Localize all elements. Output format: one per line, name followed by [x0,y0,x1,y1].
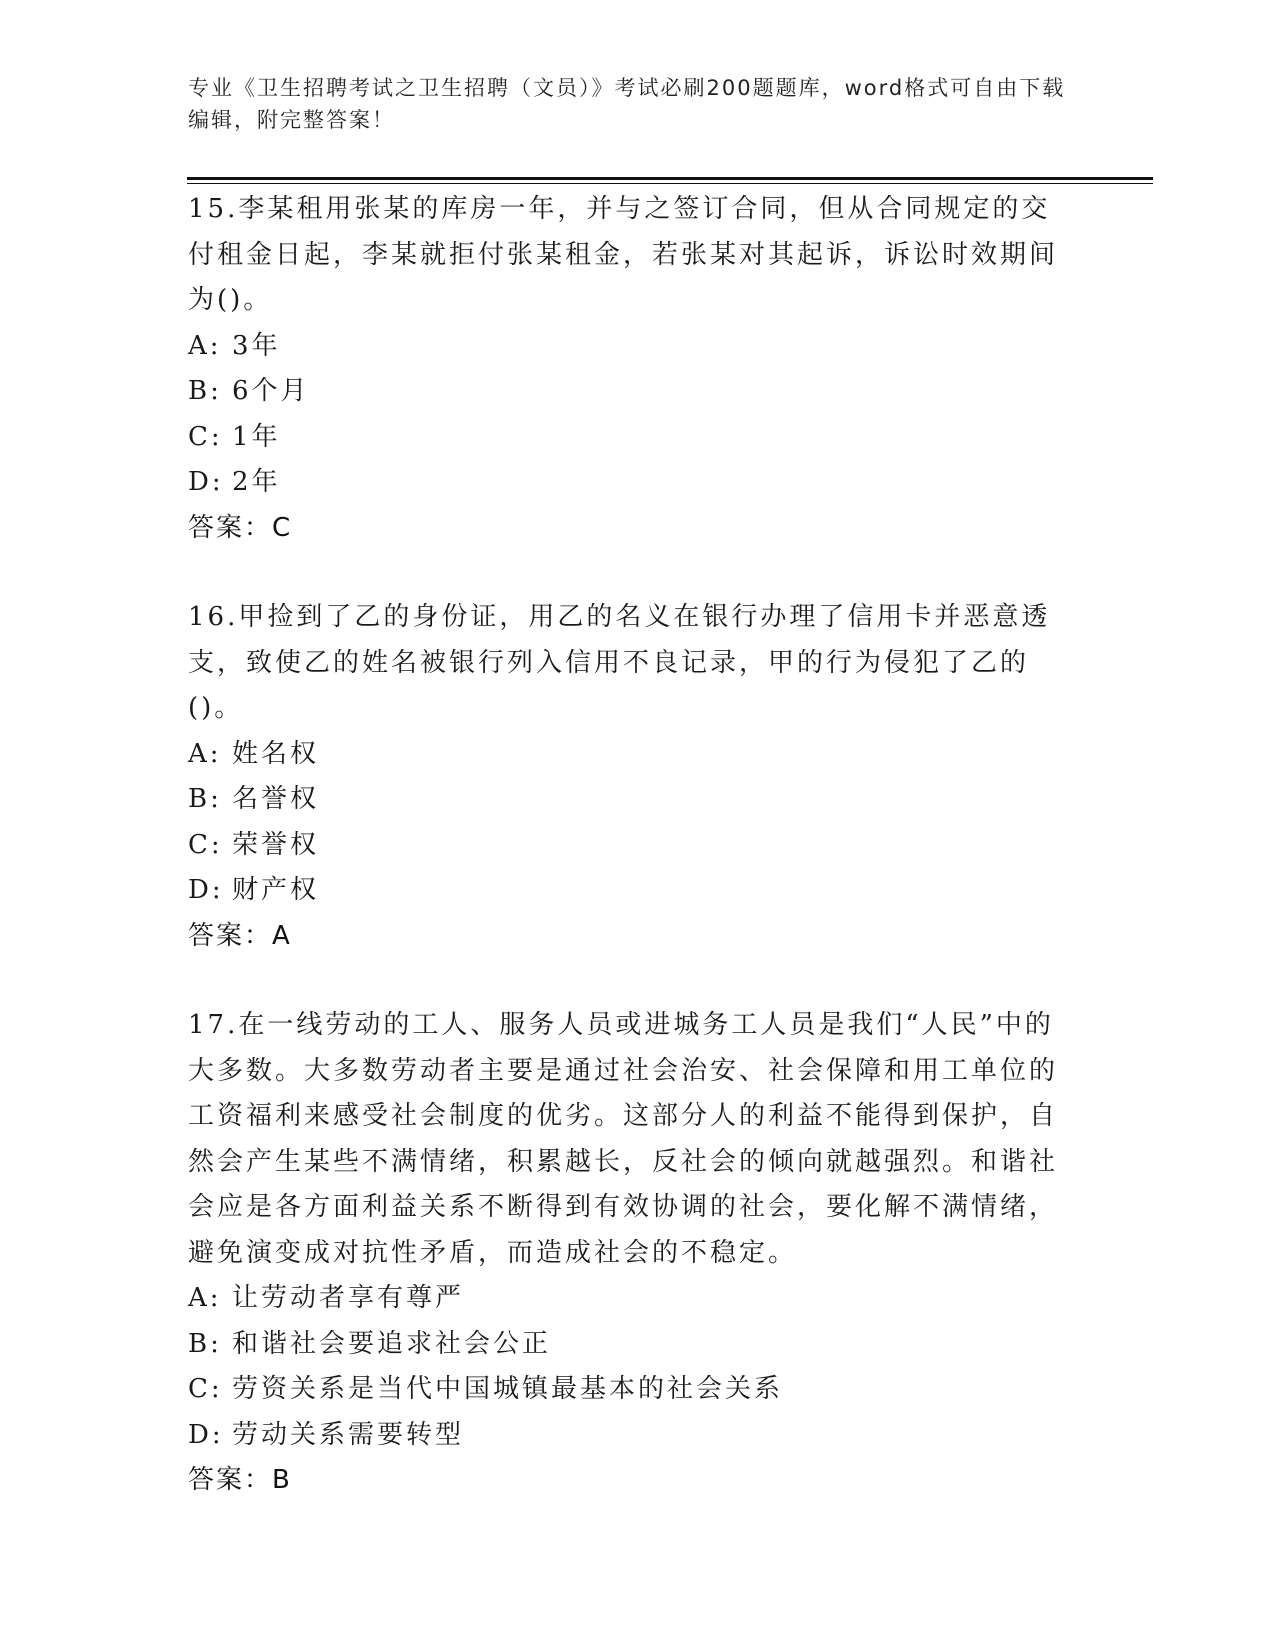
document-header: 专业《卫生招聘考试之卫生招聘（文员）》考试必刷200题题库，word格式可自由下载编辑，附完整答案！ [188,76,1066,132]
question-stem: 17.在一线劳动的工人、服务人员或进城务工人员是我们“人民”中的大多数。大多数劳动者主要是通过社会治安、社会保障和用工单位的工资福利来感受社会制度的优劣。这部分人的利益不能得到保护，自然会产生某些不满情绪，积累越长，反社会的倾向就越强烈。和谐社会应是各方面利益关系不断得到有效协调的社会，要化解不满情绪，避免演变成对抗性矛盾，而造成社会的不稳定。 [188,1010,1059,1268]
option-text: 1年 [232,421,281,452]
option-text: 劳资关系是当代中国城镇最基本的社会关系 [232,1374,784,1404]
option-key: B: [188,1328,222,1359]
option-key: C: [188,829,223,860]
option-c [188,1367,1078,1413]
option-c [188,823,1078,869]
option-text: 2年 [232,467,281,497]
option-d [188,460,1078,506]
question-stem: 15.李某租用张某的库房一年，并与之签订合同，但从合同规定的交付租金日起，李某就拒付张某租金，若张某对其起诉，诉讼时效期间为()。 [188,194,1059,315]
option-d [188,868,1078,914]
option-b [188,1322,1078,1368]
answer-line: 答案：B [188,1465,292,1495]
option-key: A: [188,330,222,361]
option-text: 让劳动者享有尊严 [232,1283,465,1313]
option-key: D: [188,875,224,905]
option-a [188,732,1078,778]
option-b [188,777,1078,823]
option-text: 3年 [232,330,281,361]
option-text: 6个月 [232,376,310,406]
question-15 [188,187,1078,551]
option-text: 和谐社会要追求社会公正 [232,1328,552,1359]
option-c [188,415,1078,461]
question-stem: 16.甲捡到了乙的身份证，用乙的名义在银行办理了信用卡并恶意透支，致使乙的姓名被银行列入信用不良记录，甲的行为侵犯了乙的()。 [188,602,1051,723]
header-rule-thin [187,183,1153,184]
answer-line: 答案：C [188,512,293,543]
option-key: A: [188,738,222,769]
option-text: 姓名权 [232,738,320,769]
option-key: C: [188,1374,223,1404]
option-a [188,324,1078,370]
option-key: D: [188,467,224,497]
option-key: B: [188,376,222,406]
question-17 [188,1003,1078,1504]
question-16 [188,595,1078,959]
option-text: 荣誉权 [232,829,320,860]
option-b [188,369,1078,415]
header-rule-thick [187,177,1153,180]
option-key: A: [188,1283,222,1313]
option-key: B: [188,784,222,814]
question-list [188,187,1078,1548]
option-key: C: [188,421,223,452]
option-text: 名誉权 [232,784,320,814]
option-text: 劳动关系需要转型 [232,1419,465,1450]
option-text: 财产权 [232,875,320,905]
option-key: D: [188,1419,224,1450]
answer-line: 答案：A [188,920,292,951]
option-a [188,1276,1078,1322]
option-d [188,1413,1078,1459]
